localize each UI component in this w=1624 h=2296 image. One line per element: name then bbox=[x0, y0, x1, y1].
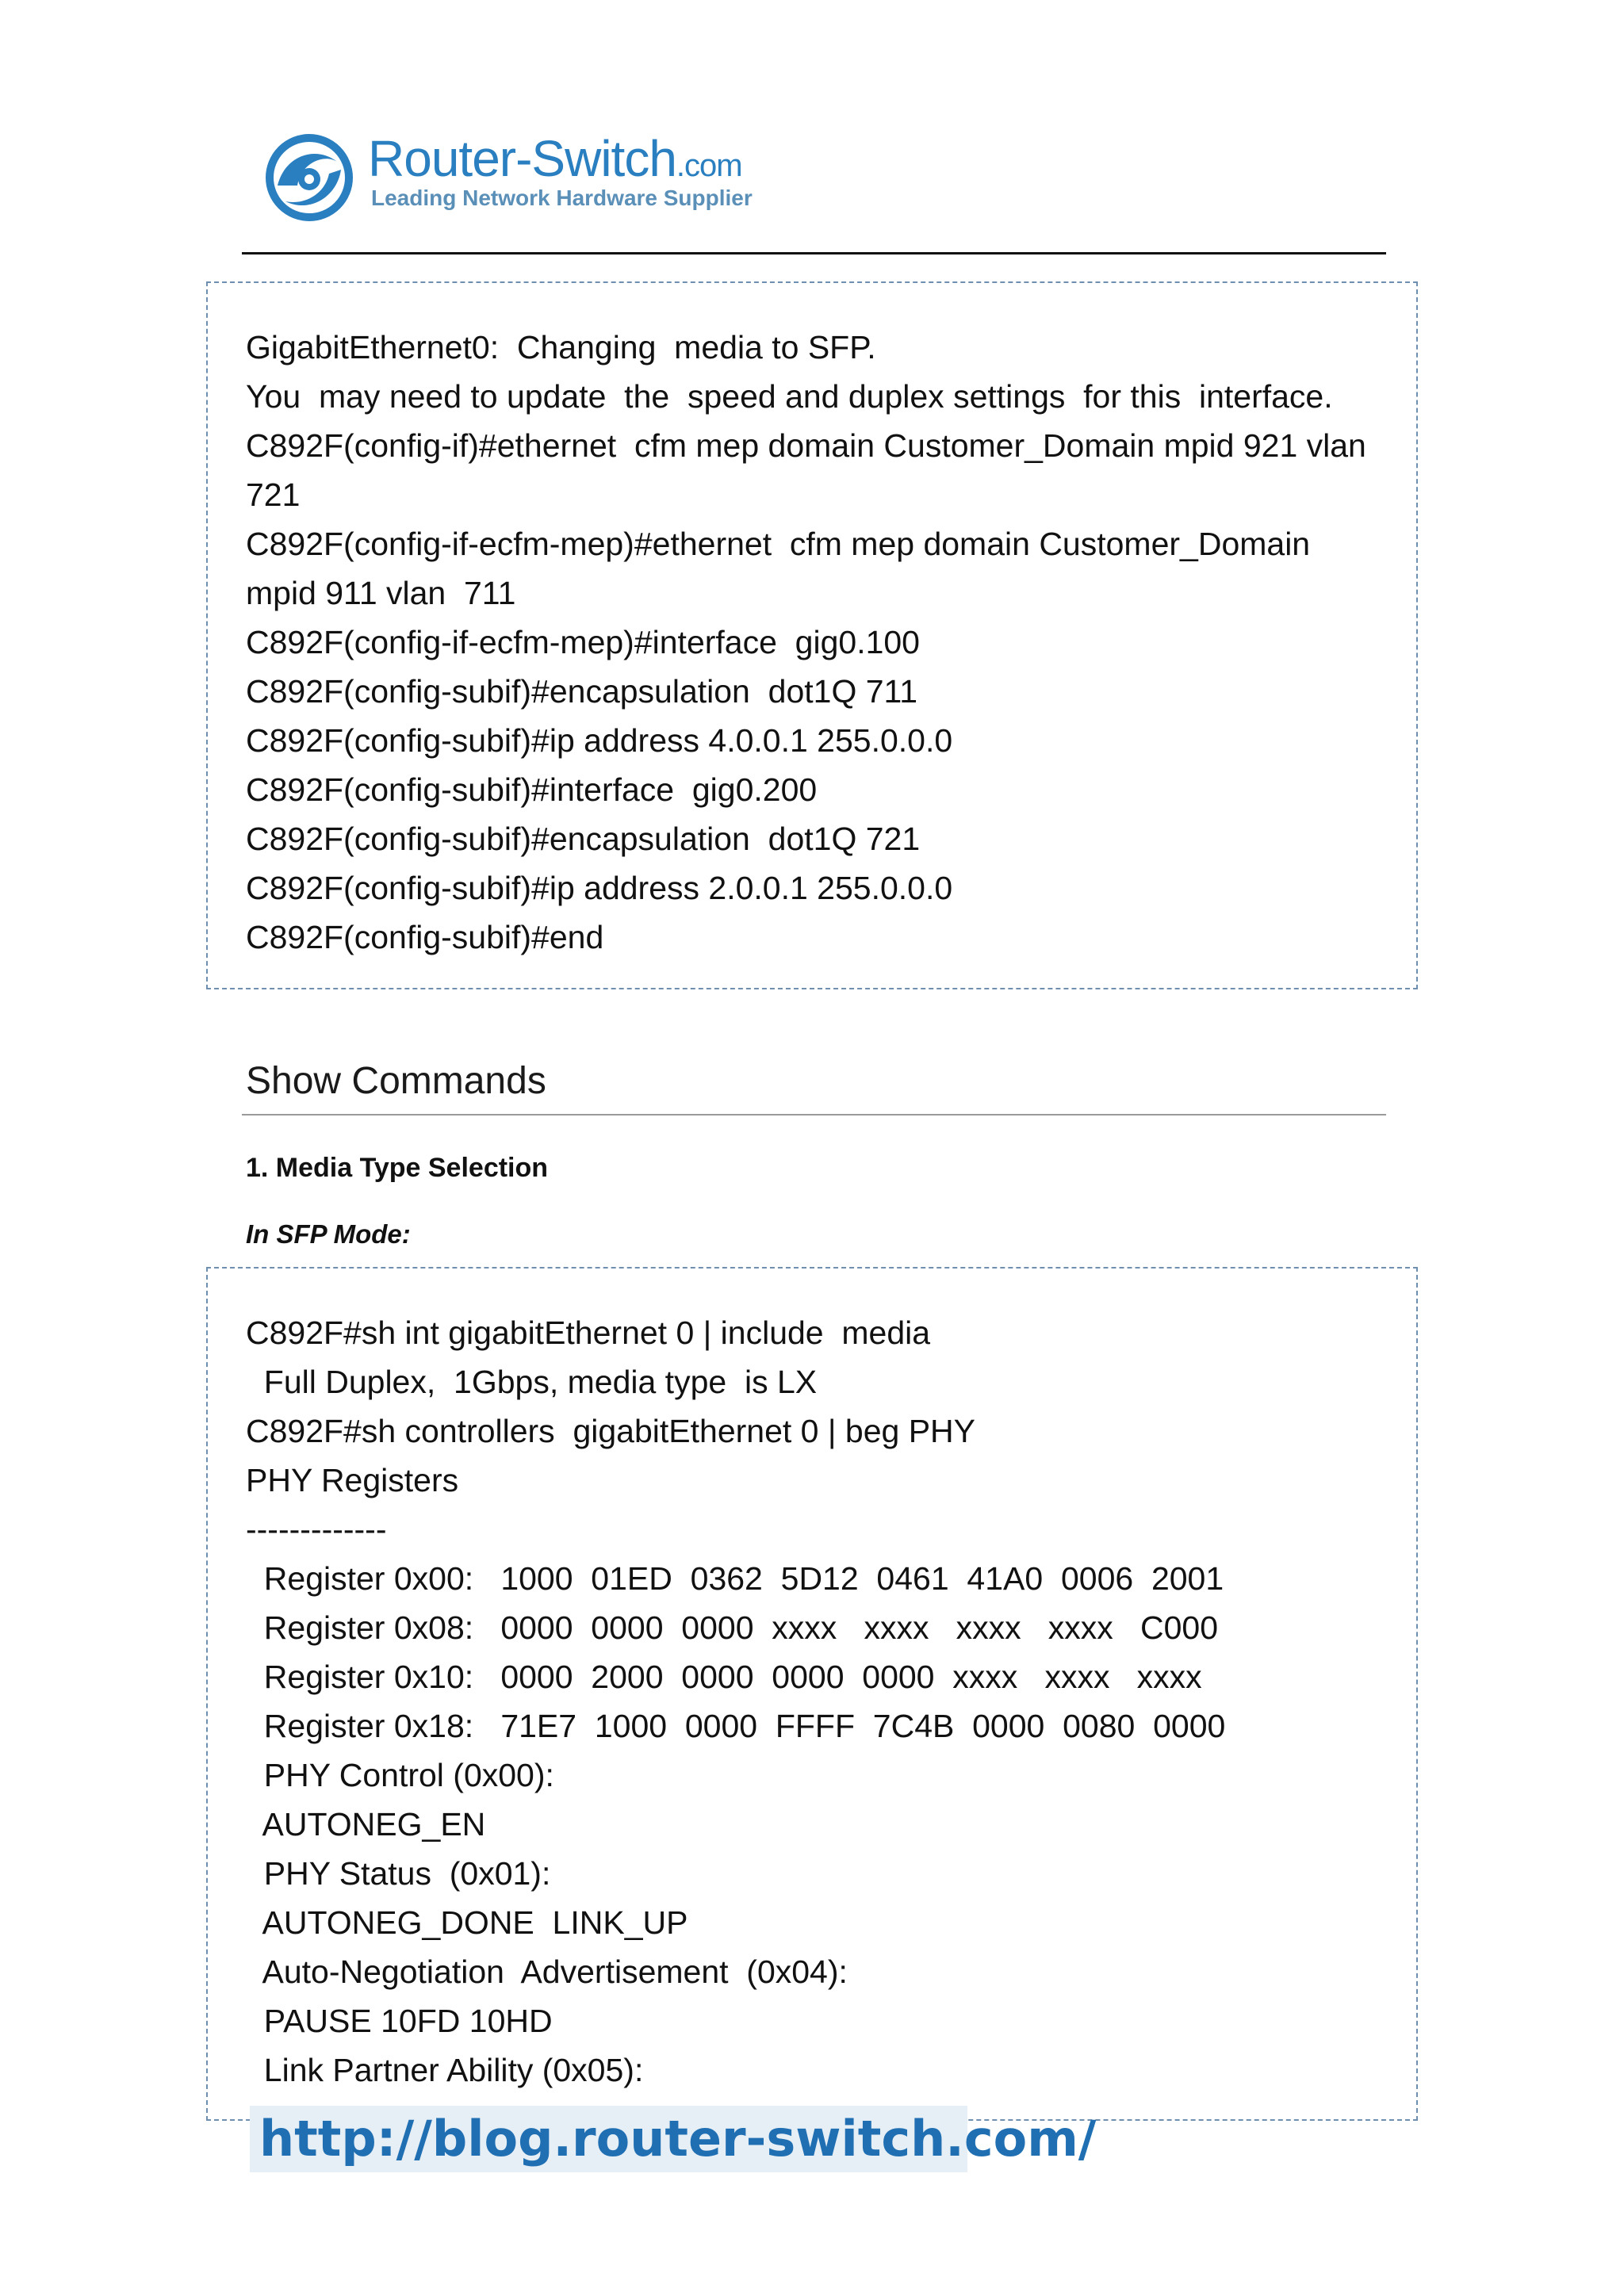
config-code-block bbox=[206, 281, 1418, 989]
code-line: C892F(config-subif)#interface gig0.200 bbox=[246, 771, 818, 808]
section-title: Show Commands bbox=[246, 1060, 546, 1102]
code-line: mpid 911 vlan 711 bbox=[246, 575, 516, 611]
code-line: C892F(config-if-ecfm-mep)#interface gig0.100 bbox=[246, 624, 920, 660]
show-output-code-block bbox=[206, 1267, 1418, 2121]
logo-tagline: Leading Network Hardware Supplier bbox=[371, 186, 753, 210]
code-line: C892F#sh controllers gigabitEthernet 0 | beg PHY bbox=[246, 1413, 975, 1449]
blog-url-link[interactable]: http://blog.router-switch.com/ bbox=[250, 2106, 967, 2172]
code-line: C892F(config-subif)#encapsulation dot1Q 711 bbox=[246, 673, 918, 710]
code-line: Register 0x18: 71E7 1000 0000 FFFF 7C4B 0000 0080 0000 bbox=[246, 1708, 1226, 1744]
code-line: AUTONEG_EN bbox=[246, 1806, 486, 1843]
mode-label: In SFP Mode: bbox=[246, 1219, 411, 1249]
code-line: C892F(config-subif)#ip address 4.0.0.1 255.0.0.0 bbox=[246, 722, 953, 759]
code-line: C892F(config-if)#ethernet cfm mep domain Customer_Domain mpid 921 vlan bbox=[246, 427, 1366, 464]
code-line: Register 0x08: 0000 0000 0000 xxxx xxxx xxxx xxxx C000 bbox=[246, 1609, 1218, 1646]
logo-brand-name: Router-Switch.com bbox=[368, 130, 742, 187]
subsection-title: 1. Media Type Selection bbox=[246, 1153, 549, 1183]
section-divider bbox=[242, 1114, 1386, 1115]
code-line: AUTONEG_DONE LINK_UP bbox=[246, 1904, 688, 1941]
code-line: C892F(config-subif)#encapsulation dot1Q 721 bbox=[246, 821, 921, 857]
code-line: PAUSE 10FD 10HD bbox=[246, 2003, 553, 2039]
code-line: PHY Status (0x01): bbox=[246, 1855, 551, 1892]
code-line: GigabitEthernet0: Changing media to SFP. bbox=[246, 329, 876, 365]
code-line: C892F(config-subif)#end bbox=[246, 919, 604, 955]
router-switch-logo-icon bbox=[262, 130, 358, 220]
code-line: Register 0x00: 1000 01ED 0362 5D12 0461 41A0 0006 2001 bbox=[246, 1560, 1224, 1597]
code-line: Register 0x10: 0000 2000 0000 0000 0000 xxxx xxxx xxxx bbox=[246, 1659, 1202, 1695]
code-line: Auto-Negotiation Advertisement (0x04): bbox=[246, 1954, 848, 1990]
code-line: 721 bbox=[246, 476, 301, 513]
code-line: Link Partner Ability (0x05): bbox=[246, 2052, 644, 2088]
code-line: C892F(config-if-ecfm-mep)#ethernet cfm mep domain Customer_Domain bbox=[246, 526, 1311, 562]
code-line: You may need to update the speed and duplex settings for this interface. bbox=[246, 378, 1333, 415]
code-line: Full Duplex, 1Gbps, media type is LX bbox=[246, 1364, 818, 1400]
code-line: C892F(config-subif)#ip address 2.0.0.1 255.0.0.0 bbox=[246, 870, 953, 906]
router-switch-logo bbox=[262, 127, 769, 222]
code-line: PHY Control (0x00): bbox=[246, 1757, 554, 1793]
header-divider bbox=[242, 252, 1386, 254]
code-line: ------------- bbox=[246, 1511, 387, 1548]
code-line: PHY Registers bbox=[246, 1462, 459, 1498]
code-line: C892F#sh int gigabitEthernet 0 | include media bbox=[246, 1314, 931, 1351]
